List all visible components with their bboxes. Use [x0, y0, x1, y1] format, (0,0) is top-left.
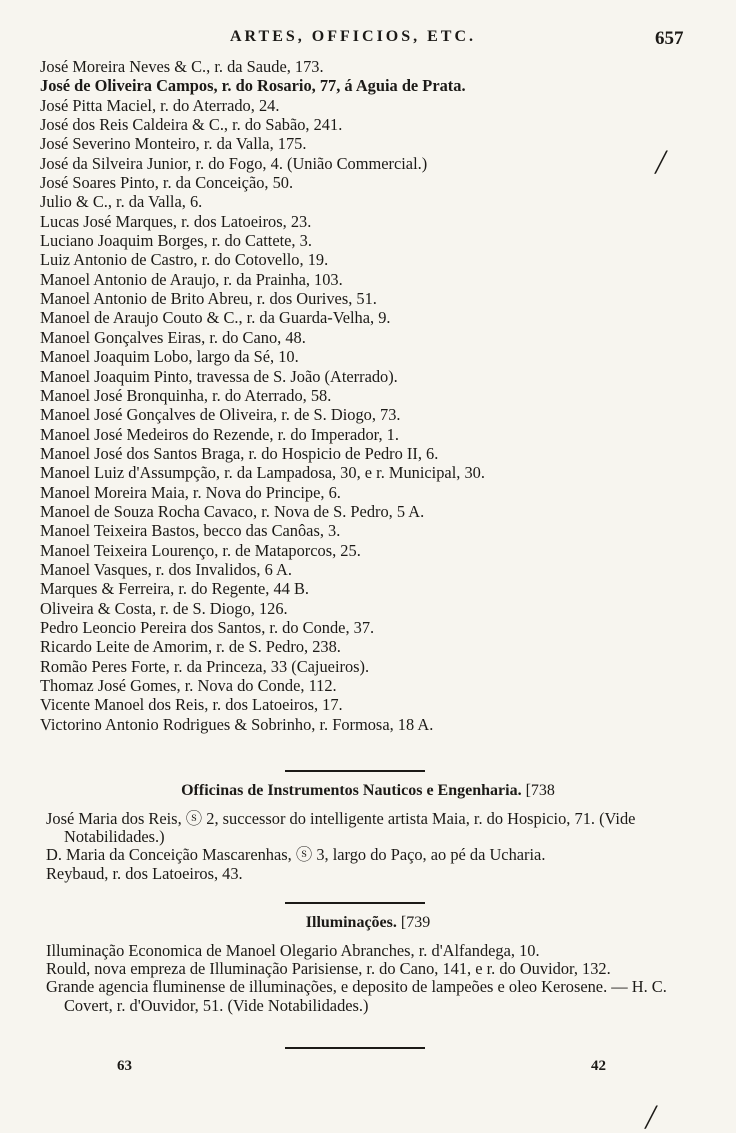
directory-entry: Lucas José Marques, r. dos Latoeiros, 23.	[40, 211, 312, 231]
section-entry: Rould, nova empreza de Illuminação Parisiense, r. do Cano, 141, e r. do Ouvidor, 132.	[46, 959, 611, 979]
directory-entry: Luciano Joaquim Borges, r. do Cattete, 3.	[40, 231, 312, 251]
directory-entry: Manoel de Souza Rocha Cavaco, r. Nova de S. Pedro, 5 A.	[40, 501, 425, 521]
directory-entry: Marques & Ferreira, r. do Regente, 44 B.	[40, 579, 310, 599]
signature-mark-left: 63	[117, 1058, 132, 1074]
closing-rule	[285, 1047, 425, 1049]
directory-entry: Manoel Antonio de Araujo, r. da Prainha, 103.	[40, 269, 343, 289]
directory-entry: Julio & C., r. da Valla, 6.	[40, 192, 203, 212]
directory-entry: Manoel Luiz d'Assumpção, r. da Lampadosa, 30, e r. Municipal, 30.	[40, 463, 485, 483]
directory-entry: Manoel José Bronquinha, r. do Aterrado, 58.	[40, 385, 332, 405]
directory-entry: Manoel de Araujo Couto & C., r. da Guarda-Velha, 9.	[40, 308, 391, 328]
directory-entry: Pedro Leoncio Pereira dos Santos, r. do Conde, 37.	[40, 617, 375, 637]
directory-entry: Romão Peres Forte, r. da Princeza, 33 (Cajueiros).	[40, 656, 370, 676]
pencil-tick-icon: ╱	[655, 152, 668, 174]
signature-mark-right: 42	[591, 1058, 606, 1074]
page-number: 657	[655, 28, 684, 49]
directory-entry: Vicente Manoel dos Reis, r. dos Latoeiros, 17.	[40, 695, 343, 715]
directory-entry: Manoel Antonio de Brito Abreu, r. dos Ourives, 51.	[40, 289, 377, 309]
directory-entry: Manoel Gonçalves Eiras, r. do Cano, 48.	[40, 327, 306, 347]
section-entry: D. Maria da Conceição Mascarenhas, ⓢ 3, largo do Paço, ao pé da Ucharia.	[46, 845, 546, 865]
directory-entry: Oliveira & Costa, r. de S. Diogo, 126.	[40, 598, 288, 618]
directory-entry: Manoel José Gonçalves de Oliveira, r. de S. Diogo, 73.	[40, 405, 401, 425]
section-title-text: Officinas de Instrumentos Nauticos e Engenharia.	[181, 782, 522, 799]
section-title-nauticos	[0, 782, 736, 800]
section-entry: Reybaud, r. dos Latoeiros, 43.	[46, 863, 243, 883]
page-footer	[0, 1058, 736, 1080]
directory-entry: Ricardo Leite de Amorim, r. de S. Pedro, 238.	[40, 637, 341, 657]
section-entry: Illuminação Economica de Manoel Olegario Abranches, r. d'Alfandega, 10.	[46, 941, 540, 960]
section-ref: [738	[525, 782, 555, 799]
section-list-iluminacoes	[46, 942, 686, 1015]
section-ref: [739	[400, 914, 431, 931]
directory-entry: Manoel José dos Santos Braga, r. do Hospicio de Pedro II, 6.	[40, 443, 439, 463]
section-title-text: Illuminações.	[305, 914, 397, 931]
directory-list	[40, 57, 700, 734]
directory-entry: Manoel Moreira Maia, r. Nova do Principe, 6.	[40, 482, 341, 502]
directory-entry: José dos Reis Caldeira & C., r. do Sabão, 241.	[40, 115, 343, 135]
directory-entry: Manoel José Medeiros do Rezende, r. do Imperador, 1.	[40, 424, 399, 444]
section-rule	[285, 902, 425, 904]
directory-entry: Manoel Joaquim Pinto, travessa de S. João (Aterrado).	[40, 366, 398, 386]
directory-entry: José Severino Monteiro, r. da Valla, 175.	[40, 134, 307, 154]
pencil-tick-icon: ╱	[645, 1107, 658, 1129]
section-rule	[285, 770, 425, 772]
section-entry: José Maria dos Reis, ⓢ 2, successor do intelligente artista Maia, r. do Hospicio, 71. (Vide Notabilidades.)	[46, 809, 636, 847]
directory-entry: José de Oliveira Campos, r. do Rosario, 77, á Aguia de Prata.	[40, 76, 466, 96]
directory-entry: Manoel Joaquim Lobo, largo da Sé, 10.	[40, 347, 299, 367]
directory-entry: Luiz Antonio de Castro, r. do Cotovello, 19.	[40, 250, 329, 270]
running-title: ARTES, OFFICIOS, ETC.	[230, 28, 477, 45]
directory-entry: José Soares Pinto, r. da Conceição, 50.	[40, 173, 294, 193]
directory-entry: Manoel Teixeira Lourenço, r. de Mataporcos, 25.	[40, 540, 361, 560]
directory-entry: José Pitta Maciel, r. do Aterrado, 24.	[40, 95, 280, 115]
directory-entry: Thomaz José Gomes, r. Nova do Conde, 112.	[40, 676, 337, 695]
section-list-nauticos	[46, 810, 686, 883]
directory-entry: Manoel Teixeira Bastos, becco das Canôas, 3.	[40, 521, 341, 541]
section-title-iluminacoes	[0, 914, 736, 932]
directory-entry: Manoel Vasques, r. dos Invalidos, 6 A.	[40, 559, 292, 579]
directory-entry: Victorino Antonio Rodrigues & Sobrinho, r. Formosa, 18 A.	[40, 714, 434, 734]
directory-entry: José da Silveira Junior, r. do Fogo, 4. (União Commercial.)	[40, 153, 428, 173]
directory-entry: José Moreira Neves & C., r. da Saude, 173.	[40, 57, 324, 76]
section-entry: Grande agencia fluminense de illuminações, e deposito de lampeões e oleo Kerosene. — H. C. Covert, r. d'Ouvidor, 51. (Vide Notabilidades.)	[46, 977, 667, 1015]
page-header	[0, 28, 736, 54]
